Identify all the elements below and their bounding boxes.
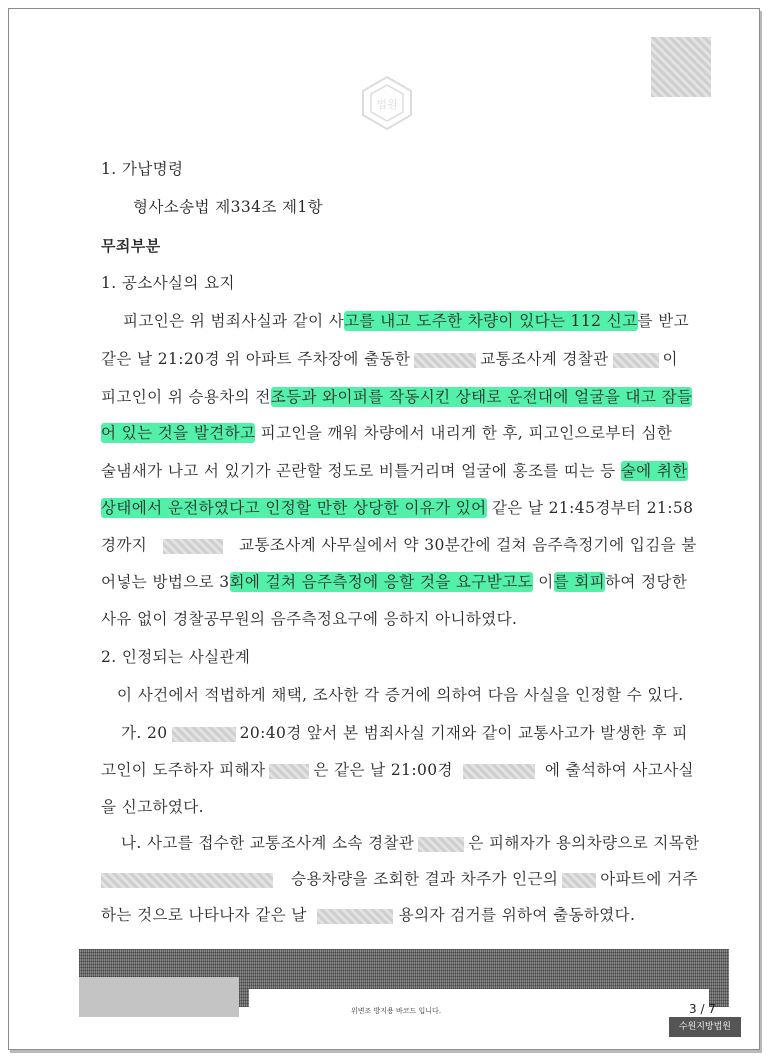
para1-line-8: 어넣는 방법으로 3회에 걸쳐 음주측정에 응할 것을 요구받고도 이를 회피하여 정당한	[101, 573, 688, 591]
redacted-text	[317, 909, 393, 924]
highlight: 술에 취한	[620, 462, 688, 480]
para2-ga-line-2: 고인이 도주하자 피해자 은 같은 날 21:00경 에 출석하여 사고사실	[101, 761, 694, 779]
redacted-text	[613, 353, 659, 368]
para2-ga-line-1: 가. 20 20:40경 앞서 본 범죄사실 기재와 같이 교통사고가 발생한 후 피	[121, 724, 688, 742]
highlight: 조등과 와이퍼를 작동시킨 상태로 운전대에 얼굴을 대고 잠들	[270, 388, 693, 406]
barcode-caption: 위변조 방지용 바코드 입니다.	[351, 1007, 442, 1015]
para2-line-1: 이 사건에서 적법하게 채택, 조사한 각 증거에 의하여 다음 사실을 인정할 수 있다.	[117, 686, 684, 704]
summary-title: 1. 공소사실의 요지	[101, 274, 235, 292]
redacted-footer-block	[79, 977, 239, 1017]
redacted-text	[418, 837, 464, 852]
redacted-text	[163, 539, 223, 554]
section-1-law: 형사소송법 제334조 제1항	[133, 198, 324, 216]
redacted-text	[463, 764, 535, 779]
para1-line-2: 같은 날 21:20경 위 아파트 주차장에 출동한 교통조사계 경찰관 이	[101, 350, 678, 368]
svg-text:법원: 법원	[376, 98, 398, 111]
redacted-text	[101, 873, 273, 888]
para1-line-9: 사유 없이 경찰공무원의 음주측정요구에 응하지 아니하였다.	[101, 610, 518, 628]
highlight: 상태에서 운전하였다고 인정할 만한 상당한 이유가 있어	[101, 499, 487, 517]
court-emblem-icon	[359, 75, 415, 131]
redacted-stamp	[651, 37, 711, 97]
redacted-text	[172, 727, 236, 742]
redacted-text	[414, 353, 476, 368]
page-number: 3 / 7	[689, 1002, 716, 1016]
para1-line-3: 피고인이 위 승용차의 전조등과 와이퍼를 작동시킨 상태로 운전대에 얼굴을 대고 잠들	[101, 388, 693, 406]
highlight: 회에 걸쳐 음주측정에 응할 것을 요구받고도	[229, 573, 533, 591]
para1-line-1: 피고인은 위 범죄사실과 같이 사고를 내고 도주한 차량이 있다는 112 신고를 받고	[123, 312, 689, 330]
section-1-title: 1. 가납명령	[101, 160, 184, 178]
para2-ga-line-3: 을 신고하였다.	[101, 798, 204, 816]
para1-line-5: 술냄새가 나고 서 있기가 곤란할 정도로 비틀거리며 얼굴에 홍조를 띠는 등 술에 취한	[101, 462, 688, 480]
highlight: 를 회피	[553, 573, 606, 591]
redacted-text	[562, 873, 596, 888]
court-name-badge: 수원지방법원	[669, 1017, 741, 1037]
para1-line-7: 경까지 교통조사계 사무실에서 약 30분간에 걸쳐 음주측정기에 입김을 불	[101, 536, 697, 554]
highlight: 고를 내고 도주한 차량이 있다는 112 신고	[344, 312, 638, 330]
para1-line-4: 어 있는 것을 발견하고 피고인을 깨워 차량에서 내리게 한 후, 피고인으로부터 심한	[101, 424, 673, 442]
para1-line-6: 상태에서 운전하였다고 인정할 만한 상당한 이유가 있어 같은 날 21:45경부터 21:58	[101, 499, 694, 517]
para2-na-line-3: 하는 것으로 나타나자 같은 날 용의자 검거를 위하여 출동하였다.	[101, 906, 636, 924]
highlight: 어 있는 것을 발견하고	[101, 424, 256, 442]
fact-title: 2. 인정되는 사실관계	[101, 648, 251, 666]
redacted-text	[269, 764, 309, 779]
document-page	[8, 8, 760, 1050]
para2-na-line-2: 승용차량을 조회한 결과 차주가 인근의 아파트에 거주	[101, 867, 698, 889]
para2-na-line-1: 나. 사고를 접수한 교통조사계 소속 경찰관 은 피해자가 용의차량으로 지목한	[121, 834, 700, 852]
acquittal-title: 무죄부분	[101, 237, 161, 255]
